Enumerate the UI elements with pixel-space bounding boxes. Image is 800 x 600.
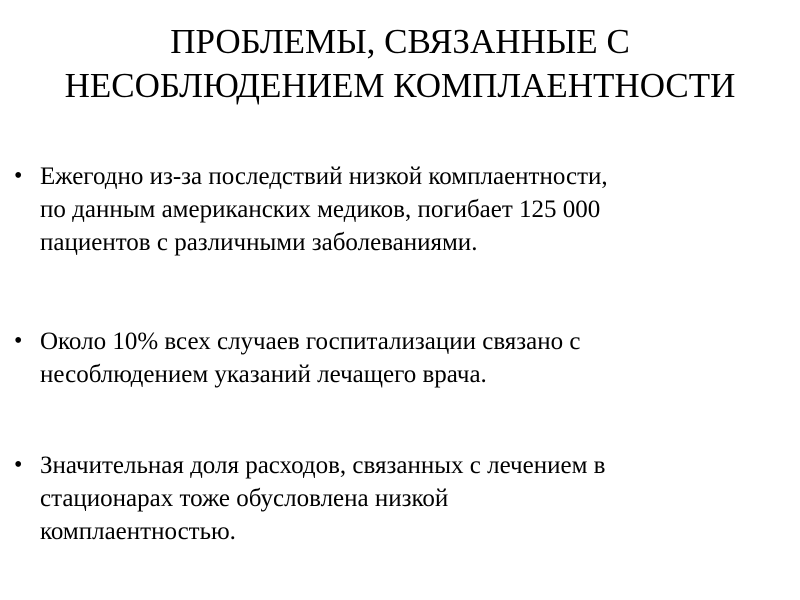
bullet-text-line: Около 10% всех случаев госпитализации связано с xyxy=(40,328,581,355)
title-line: ПРОБЛЕМЫ, СВЯЗАННЫЕ С xyxy=(170,22,630,61)
bullet-icon: • xyxy=(14,163,23,189)
slide-title xyxy=(0,20,800,108)
bullet-text xyxy=(40,160,760,259)
title-line: НЕСОБЛЮДЕНИЕМ КОМПЛАЕНТНОСТИ xyxy=(64,66,736,105)
bullet-text-line: Значительная доля расходов, связанных с лечением в xyxy=(40,452,606,479)
bullet-text-line: несоблюдением указаний лечащего врача. xyxy=(40,361,487,388)
bullet-text-line: Ежегодно из-за последствий низкой комплаентности, xyxy=(40,163,608,190)
bullet-text xyxy=(40,449,760,548)
bullet-text-line: пациентов с различными заболеваниями. xyxy=(40,229,478,256)
bullet-icon: • xyxy=(14,452,23,478)
bullet-icon: • xyxy=(14,328,23,354)
bullet-text-line: по данным американских медиков, погибает 125 000 xyxy=(40,196,601,223)
bullet-text-line: стационарах тоже обусловлена низкой xyxy=(40,485,449,512)
bullet-text-line: комплаентностью. xyxy=(40,518,236,545)
bullet-text xyxy=(40,325,760,391)
